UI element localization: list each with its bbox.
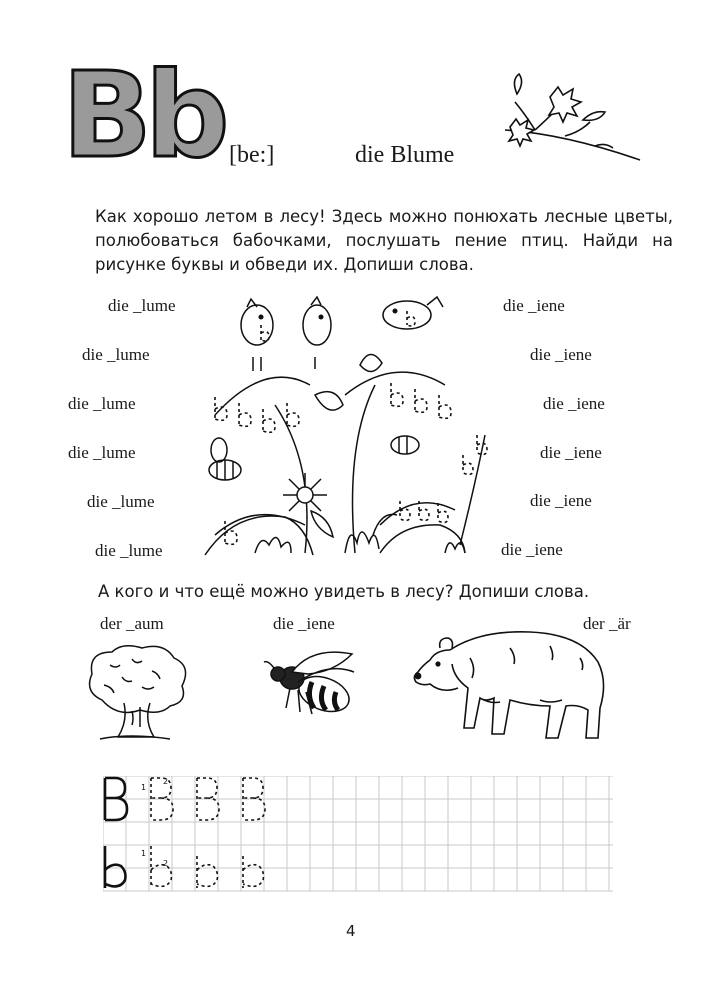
practice-solid-letters bbox=[105, 778, 127, 888]
left-word-4: die _lume bbox=[68, 443, 136, 462]
right-word-4: die _iene bbox=[540, 443, 602, 462]
example-word: die Blume bbox=[355, 142, 455, 168]
right-word-6: die _iene bbox=[501, 540, 563, 559]
svg-text:B: B bbox=[62, 46, 150, 184]
left-word-2: die _lume bbox=[82, 345, 150, 364]
left-word-3: die _lume bbox=[68, 394, 136, 413]
right-word-3: die _iene bbox=[543, 394, 605, 413]
svg-text:2: 2 bbox=[163, 859, 169, 868]
left-word-1: die _lume bbox=[108, 296, 176, 315]
bee-illustration bbox=[262, 648, 362, 728]
left-word-6: die _lume bbox=[95, 541, 163, 560]
svg-text:1: 1 bbox=[141, 849, 147, 858]
bear-word: der _är bbox=[583, 614, 631, 633]
main-instruction: Как хорошо летом в лесу! Здесь можно понюхать лесные цветы, полюбоваться бабочками, послушать пение птиц. Найди на рисунке буквы и обведи их. Допиши слова. bbox=[95, 207, 673, 274]
secondary-instruction: А кого и что ещё можно увидеть в лесу? Допиши слова. bbox=[98, 582, 590, 601]
forest-scene-illustration bbox=[195, 285, 495, 565]
big-letter-lower bbox=[145, 46, 228, 184]
svg-text:b: b bbox=[145, 46, 228, 184]
bee-word: die _iene bbox=[273, 614, 335, 633]
left-word-5: die _lume bbox=[87, 492, 155, 511]
big-letter-upper bbox=[62, 46, 152, 184]
right-word-5: die _iene bbox=[530, 491, 592, 510]
tree-illustration bbox=[82, 645, 187, 745]
right-word-2: die _iene bbox=[530, 345, 592, 364]
bear-illustration bbox=[410, 628, 610, 748]
right-word-1: die _iene bbox=[503, 296, 565, 315]
svg-text:2: 2 bbox=[163, 777, 169, 786]
page-number: 4 bbox=[346, 922, 356, 940]
tree-word: der _aum bbox=[100, 614, 164, 633]
phonetic-transcription: [be:] bbox=[229, 142, 275, 168]
handwriting-practice-grid bbox=[103, 776, 615, 892]
flower-illustration bbox=[495, 72, 645, 167]
svg-text:1: 1 bbox=[141, 783, 147, 792]
practice-dotted-letters bbox=[151, 778, 265, 888]
